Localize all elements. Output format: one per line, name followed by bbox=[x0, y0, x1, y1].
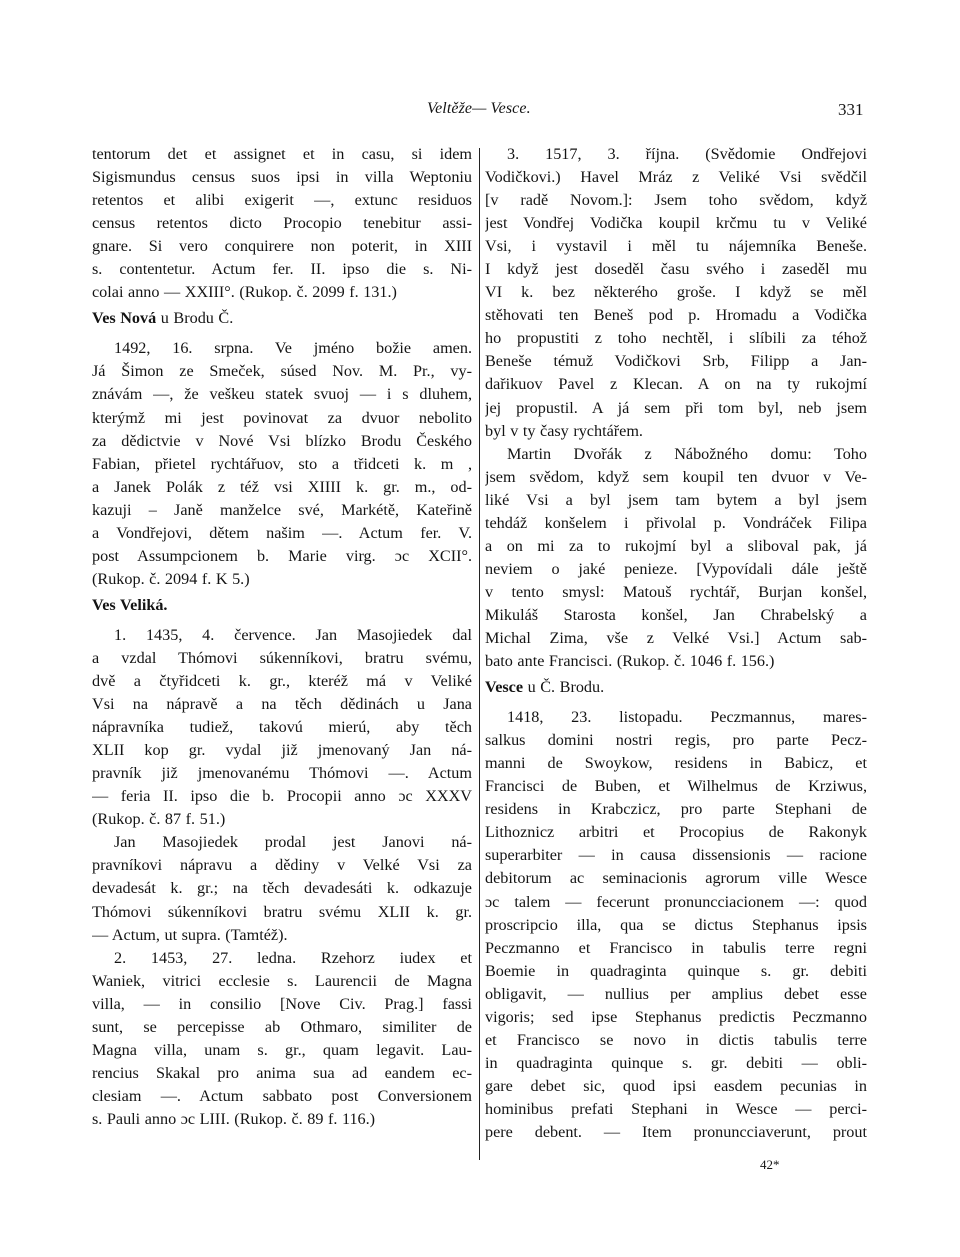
text-line: v tento smysl: Matouš rychtář, Burjan konšel, bbox=[485, 582, 867, 601]
text-line: 2. 1453, 27. ledna. Rzehorz iudex et bbox=[114, 948, 472, 967]
text-line: Thómovi súkenníkovi bratru svému XLII k. gr. bbox=[92, 902, 472, 921]
text-line: rencius Skakal pro anima sua ad eandem ec- bbox=[92, 1063, 472, 1082]
text-line: Peczmanno et Francisco in tabulis terre regni bbox=[485, 938, 867, 957]
text-line: sunt, se percepisse ab Othmaro, similiter de bbox=[92, 1017, 472, 1036]
text-line: pere debent. — Item pronuncciaverunt, prout bbox=[485, 1122, 867, 1141]
right-column bbox=[485, 143, 867, 1144]
text-line: 1. 1435, 4. července. Jan Masojiedek dal bbox=[114, 625, 472, 644]
section-heading bbox=[92, 307, 472, 330]
text-line: Vodičkovi.) Havel Mráz z Veliké Vsi svědčil bbox=[485, 168, 867, 187]
text-line: kazuji – Janě manželce své, Markétě, Kateřině bbox=[92, 500, 472, 519]
text-line: Fabian, přietel rychtářuov, sto a třidceti k. m , bbox=[92, 454, 472, 473]
text-line: a Janek Polák z též vsi XIIII k. gr. m., od- bbox=[92, 477, 472, 496]
text-line: Vsi, i vystavil i měl tu nájemníka Beneše. bbox=[485, 237, 867, 256]
text-line: devadesát k. gr.; na těch devadesáti k. odkazuje bbox=[92, 879, 472, 898]
text-line: retentos et alibi exigerit —, extunc residuos bbox=[92, 191, 472, 210]
text-line: a on mi za to rukojmí byl a sliboval pak, já bbox=[485, 536, 867, 555]
text-line: a vzdal Thómovi súkenníkovi, bratru svému, bbox=[92, 648, 472, 667]
text-line: Mikuláš Starosta konšel, Jan Chrabelský a bbox=[485, 605, 867, 624]
text-line: 1418, 23. listopadu. Peczmannus, mares- bbox=[507, 708, 867, 727]
text-line: post Assumpcionem b. Marie virg. ɔc XCII°. bbox=[92, 546, 472, 565]
text-line: — Actum, ut supra. (Tamtéž). bbox=[92, 925, 288, 944]
left-column bbox=[92, 143, 472, 1131]
text-line: Já Šimon ze Smeček, súsed Nov. M. Pr., vy- bbox=[92, 362, 472, 381]
text-line: VI k. bez některého groše. I když se měl bbox=[485, 283, 867, 302]
text-line: Boemie in quadraginta quinque s. gr. debiti bbox=[485, 961, 867, 980]
text-line: (Rukop. č. 87 f. 51.) bbox=[92, 810, 226, 829]
text-line: Michal Zima, vše z Velké Vsi.] Actum sab- bbox=[485, 628, 867, 647]
text-line: gare debet sic, quod ipsi easdem pecunias in bbox=[485, 1076, 867, 1095]
text-line: ɔc talem — fecerunt pronuncciacionem —: quod bbox=[485, 892, 867, 911]
text-line: a Vondřejovi, dětem našim —. Actum fer. V. bbox=[92, 523, 472, 542]
text-line: salkus domini nostri regis, pro parte Pecz- bbox=[485, 731, 867, 750]
text-line: jej propustil. A já sem při tom byl, neb jsem bbox=[485, 398, 867, 417]
text-line: bato ante Francisci. (Rukop. č. 1046 f. 156.) bbox=[485, 652, 775, 671]
section-heading-title: Ves Veliká. bbox=[92, 595, 168, 614]
section-heading bbox=[485, 676, 867, 699]
text-line: residens in Krabczicz, pro parte Stephani de bbox=[485, 800, 867, 819]
text-line: jest Vondřej Vodička koupil krčmu tu v Veliké bbox=[485, 214, 867, 233]
text-line: Lithoznicz arbitri et Procopius de Rakonyk bbox=[485, 823, 867, 842]
text-line: hominibus prefati Stephani in Wesce — perci- bbox=[485, 1099, 867, 1118]
text-line: s. Pauli anno ɔc LIII. (Rukop. č. 89 f. 116.) bbox=[92, 1109, 376, 1128]
text-line: s. contentetur. Actum fer. II. ipso die s. Ni- bbox=[92, 260, 472, 279]
section-heading bbox=[92, 594, 472, 617]
text-line: 3. 1517, 3. října. (Svědomie Ondřejovi bbox=[507, 145, 867, 163]
section-heading-title: Vesce bbox=[485, 678, 524, 697]
text-line: tehdáž konšelem i přivolal p. Vondráček Filipa bbox=[485, 513, 867, 532]
text-line: XLII kop gr. vydal již jmenovaný Jan ná- bbox=[92, 741, 472, 760]
text-line: gnare. Si vero conquirere non poterit, in XIII bbox=[92, 237, 472, 256]
text-line: (Rukop. č. 2094 f. K 5.) bbox=[92, 569, 250, 588]
text-line: liké Vsi a byl jsem tam bytem a byl jsem bbox=[485, 490, 867, 509]
text-line: stěhovati ten Beneš pod p. Hromadu a Vodička bbox=[485, 306, 867, 325]
text-line: Waniek, vitrici ecclesie s. Laurencii de Magna bbox=[92, 971, 472, 990]
text-line: Jan Masojiedek prodal jest Janovi ná- bbox=[114, 833, 472, 852]
text-line: pravník již jmenovanému Thómovi —. Actum bbox=[92, 764, 472, 783]
text-line: neviem o jaké penieze. [Vypovídali dále ještě bbox=[485, 559, 867, 578]
text-line: pravníkovi nápravu a dědiny v Velké Vsi za bbox=[92, 856, 472, 875]
text-line: tentorum det et assignet et in casu, si idem bbox=[92, 145, 472, 163]
text-line: superarbiter — in causa dissensionis — racione bbox=[485, 846, 867, 865]
text-line: [v radě Novom.]: Jsem toho svědom, když bbox=[485, 191, 867, 210]
text-line: za dědictvie v Nové Vsi blízko Brodu Českého bbox=[92, 431, 472, 450]
text-line: Beneše témuž Vodičkovi Srb, Filipp a Jan- bbox=[485, 352, 867, 371]
text-line: clesiam —. Actum sabbato post Conversionem bbox=[92, 1086, 472, 1105]
section-heading-title: Ves Nová bbox=[92, 309, 157, 328]
text-line: census retentos dicto Procopio tenebitur assi- bbox=[92, 214, 472, 233]
text-line: Martin Dvořák z Nábožného domu: Toho bbox=[507, 444, 867, 463]
text-line: dařikuov Pavel z Klecan. A on na ty rukojmí bbox=[485, 375, 867, 394]
text-line: dvě a čtyřidceti k. gr., kteréž má v Veliké bbox=[92, 672, 472, 691]
text-line: kterýmž mi jest povinovat za dvuor nebolito bbox=[92, 408, 472, 427]
text-line: debitorum ac seminacionis agrorum ville Wesce bbox=[485, 869, 867, 888]
text-line: in quadraginta quinque s. gr. debiti — obli- bbox=[485, 1053, 867, 1072]
text-line: manni de Swoykow, residens in Babicz, et bbox=[485, 754, 867, 773]
signature-mark: 42* bbox=[760, 1157, 780, 1172]
text-line: colai anno — XXIII°. (Rukop. č. 2099 f. 131.) bbox=[92, 283, 397, 302]
text-line: proscripcio illa, qua se dictus Stephanus ipsis bbox=[485, 915, 867, 934]
text-line: I když jest doseděl času svého i zaseděl mu bbox=[485, 260, 867, 279]
text-line: nápravníka tudiež, takovú mierú, aby těch bbox=[92, 718, 472, 737]
page-number: 331 bbox=[838, 100, 864, 119]
text-line: 1492, 16. srpna. Ve jméno božie amen. bbox=[114, 339, 472, 358]
text-line: ho propustiti z toho nechtěl, i slíbili za téhož bbox=[485, 329, 867, 348]
text-line: Francisci de Buben, et Wilhelmus de Krziwus, bbox=[485, 777, 867, 796]
text-line: znávám —, že veškeu statek svuoj — i s dluhem, bbox=[92, 385, 472, 404]
text-line: vigoris; sed ipse Stephanus predictis Peczmanno bbox=[485, 1007, 867, 1026]
text-line: Sigismundus census suos ipsi in villa Weptoniu bbox=[92, 168, 472, 187]
text-line: byl v ty časy rychtářem. bbox=[485, 421, 643, 440]
running-title: Veltěže— Vesce. bbox=[427, 100, 531, 117]
text-line: jsem svědom, když sem koupil ten dvuor v Ve- bbox=[485, 467, 867, 486]
text-line: et Francisco se novo in dictis tabulis terre bbox=[485, 1030, 867, 1049]
text-line: Magna villa, unam s. gr., quam legavit. Lau- bbox=[92, 1040, 472, 1059]
text-line: — feria II. ipso die b. Procopii anno ɔc XXXV bbox=[92, 787, 472, 806]
section-heading-rest: u Č. Brodu. bbox=[523, 678, 605, 697]
text-line: obligavit, — nullius per amplius debet esse bbox=[485, 984, 867, 1003]
column-divider bbox=[479, 148, 480, 1160]
section-heading-rest: u Brodu Č. bbox=[156, 309, 234, 328]
text-line: villa, — in consilio [Nove Civ. Prag.] fassi bbox=[92, 994, 472, 1013]
text-line: Vsi na nápravě a na těch dědinách u Jana bbox=[92, 695, 472, 714]
